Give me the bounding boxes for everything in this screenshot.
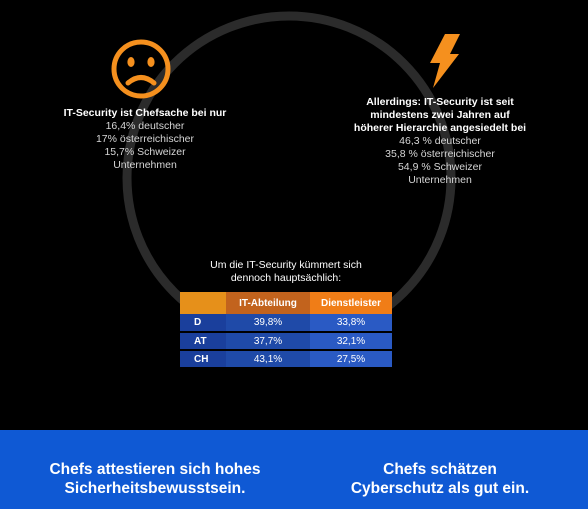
table-header-it: IT-Abteilung: [226, 292, 310, 314]
table-row: [180, 314, 392, 332]
table-cell-dl: 32,1%: [310, 332, 392, 350]
right-stat-line: 35,8 % österreichischer: [385, 148, 495, 160]
sad-face-icon: [110, 38, 172, 100]
right-stat-headline: höherer Hierarchie angesiedelt bei: [353, 122, 527, 134]
band-right-line: Chefs schätzen: [383, 461, 497, 478]
table-cell-dl: 27,5%: [310, 350, 392, 368]
lightning-bolt-icon: [427, 34, 461, 88]
left-stat-line: 17% österreichischer: [95, 133, 195, 145]
band-left-line: Chefs attestieren sich hohes: [49, 461, 261, 478]
left-stat-line: 15,7% Schweizer: [104, 146, 186, 158]
bottom-band: [0, 430, 588, 509]
band-left-line: Sicherheitsbewusstsein.: [64, 480, 246, 497]
band-right-line: Cyberschutz als gut ein.: [350, 480, 530, 497]
right-stat-line: Unternehmen: [408, 174, 472, 186]
table-row: [180, 332, 392, 350]
table-intro-line: Um die IT-Security kümmert sich: [210, 259, 362, 271]
table-cell-dl: 33,8%: [310, 314, 392, 332]
right-stat-headline: mindestens zwei Jahren auf: [370, 109, 510, 121]
table-row-label: CH: [180, 350, 226, 368]
band-left-heading: [20, 460, 290, 498]
band-right-heading: [305, 460, 575, 498]
table-row-label: D: [180, 314, 226, 332]
table-header-row: [180, 292, 392, 314]
right-stat-block: [340, 96, 540, 187]
table-row: [180, 350, 392, 368]
table-row-label: AT: [180, 332, 226, 350]
left-stat-block: [30, 107, 260, 172]
right-stat-line: 46,3 % deutscher: [399, 135, 481, 147]
right-stat-headline: Allerdings: IT-Security ist seit: [366, 96, 514, 108]
table-cell-it: 37,7%: [226, 332, 310, 350]
table-cell-it: 39,8%: [226, 314, 310, 332]
left-stat-line: 16,4% deutscher: [105, 120, 185, 132]
right-stat-line: 54,9 % Schweizer: [397, 161, 483, 173]
table-intro-line: dennoch hauptsächlich:: [230, 272, 342, 284]
table-intro: [178, 259, 394, 285]
table-header-dl: Dienstleister: [310, 292, 392, 314]
responsibility-table: [180, 292, 392, 369]
table-cell-it: 43,1%: [226, 350, 310, 368]
left-stat-line: Unternehmen: [113, 159, 177, 171]
table-header-corner: [180, 292, 226, 314]
left-stat-headline: IT-Security ist Chefsache bei nur: [63, 107, 227, 119]
